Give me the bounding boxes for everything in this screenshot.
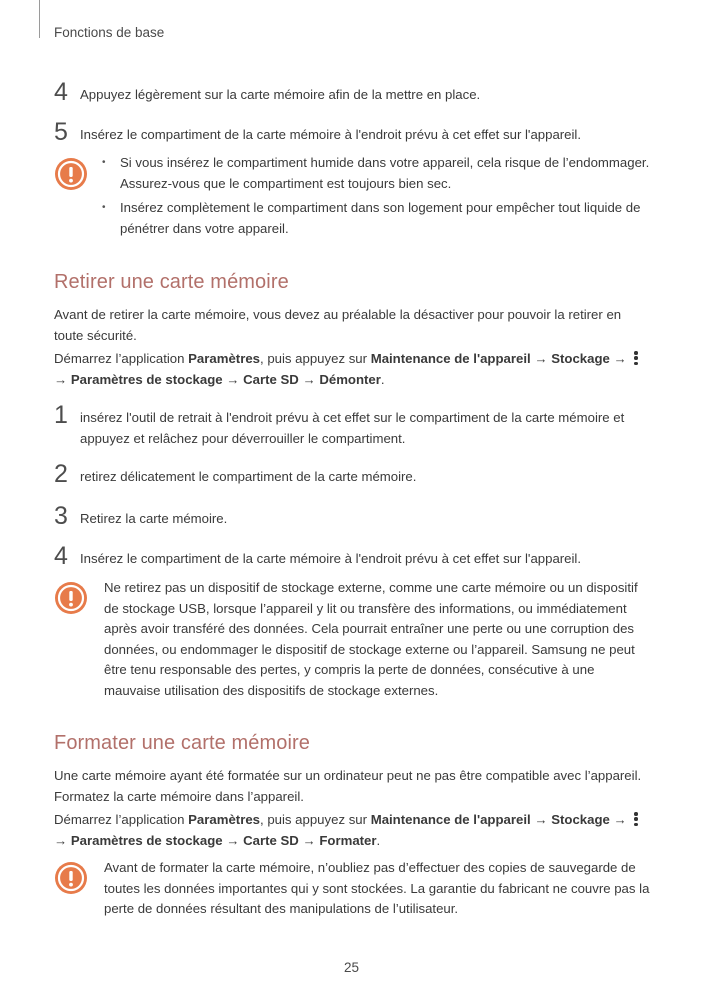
path-item: Stockage [551, 351, 610, 366]
page-number: 25 [343, 960, 360, 975]
more-options-icon [634, 810, 638, 828]
step-number: 5 [54, 118, 68, 146]
path-arrow: → [222, 371, 244, 387]
path-arrow: → [609, 351, 631, 366]
path-item: Paramètres de stockage [70, 371, 223, 387]
path-arrow: → [298, 832, 320, 848]
path-arrow: → [222, 832, 244, 848]
path-item: Maintenance de l'appareil [370, 812, 531, 827]
format-intro: Une carte mémoire ayant été formatée sur un ordinateur peut ne pas être compatible avec l’appareil. Formatez la carte mémoire dans l’appareil. [54, 768, 642, 804]
path-item: Paramètres de stockage [70, 832, 223, 848]
path-item: Formater [319, 832, 377, 848]
section-header: Fonctions de base [54, 25, 165, 40]
step-number: 4 [54, 542, 68, 570]
warning-bullet: • Si vous insérez le compartiment humide dans votre appareil, cela risque de l’endommager. Assurez-vous que le compartiment est toujours bien sec. [100, 152, 650, 194]
step-text: Appuyez légèrement sur la carte mémoire afin de la mettre en place. [80, 87, 481, 102]
warning-bullet: • Insérez complètement le compartiment dans son logement pour empêcher tout liquide de pénétrer dans votre appareil. [100, 197, 650, 239]
path-item: Maintenance de l'appareil [370, 351, 531, 366]
format-settings-path [54, 810, 654, 851]
warning-icon [55, 158, 87, 190]
warning-icon [55, 582, 87, 614]
warning-icon [55, 862, 87, 894]
path-text: Démarrez l’application [54, 812, 189, 827]
step-number: 4 [54, 78, 68, 106]
section-heading-format: Formater une carte mémoire [54, 732, 311, 754]
step-text: insérez l'outil de retrait à l'endroit prévu à cet effet sur le compartiment de la carte mémoire et appuyez et relâchez pour déverrouiller le compartiment. [80, 410, 625, 446]
path-arrow: → [609, 812, 631, 827]
step-text: Retirez la carte mémoire. [80, 511, 228, 526]
path-item: Démonter [319, 371, 381, 387]
remove-warning-text: Ne retirez pas un dispositif de stockage externe, comme une carte mémoire ou un dispositif de stockage USB, lorsque l’appareil y lit ou transfère des informations, ou immédiatement après avoir transféré des données. Cela pourrait entraîner une perte ou une corruption des données, ou endommager le dispositif de stockage externe ou l’appareil. Samsung ne peut être tenu responsable des pertes, y compris la perte de données, consécutive à une mauvaise utilisation des dispositifs de stockage externes. [104, 580, 638, 698]
warning-bullets [100, 152, 650, 242]
header-rule [39, 0, 40, 38]
path-arrow: → [530, 351, 552, 366]
remove-settings-path [54, 349, 654, 390]
step-number: 2 [54, 460, 68, 488]
step-number: 1 [54, 401, 68, 429]
step-number: 3 [54, 502, 68, 530]
step-text: Insérez le compartiment de la carte mémoire à l'endroit prévu à cet effet sur l'appareil. [80, 551, 582, 566]
step-text: Insérez le compartiment de la carte mémoire à l'endroit prévu à cet effet sur l'appareil. [80, 127, 582, 142]
path-app: Paramètres [188, 812, 260, 827]
path-item: Stockage [551, 812, 610, 827]
section-heading-remove: Retirer une carte mémoire [54, 271, 289, 293]
more-options-icon [634, 349, 638, 367]
path-arrow: → [54, 832, 71, 848]
path-item: Carte SD [243, 832, 299, 848]
remove-intro: Avant de retirer la carte mémoire, vous devez au préalable la désactiver pour pouvoir la retirer en toute sécurité. [54, 307, 622, 343]
path-text: . [376, 832, 381, 848]
format-warning-text: Avant de formater la carte mémoire, n’oubliez pas d’effectuer des copies de sauvegarde de toutes les données importantes qui y sont stockées. La garantie du fabricant ne couvre pas la perte de données résultant des manipulations de l’utilisateur. [104, 860, 650, 916]
path-app: Paramètres [188, 351, 260, 366]
step-text: retirez délicatement le compartiment de la carte mémoire. [80, 469, 417, 484]
path-text: , puis appuyez sur [260, 812, 371, 827]
path-text: . [380, 371, 385, 387]
path-arrow: → [298, 371, 320, 387]
path-arrow: → [530, 812, 552, 827]
path-text: Démarrez l’application [54, 351, 189, 366]
path-arrow: → [54, 371, 71, 387]
path-text: , puis appuyez sur [260, 351, 371, 366]
path-item: Carte SD [243, 371, 299, 387]
